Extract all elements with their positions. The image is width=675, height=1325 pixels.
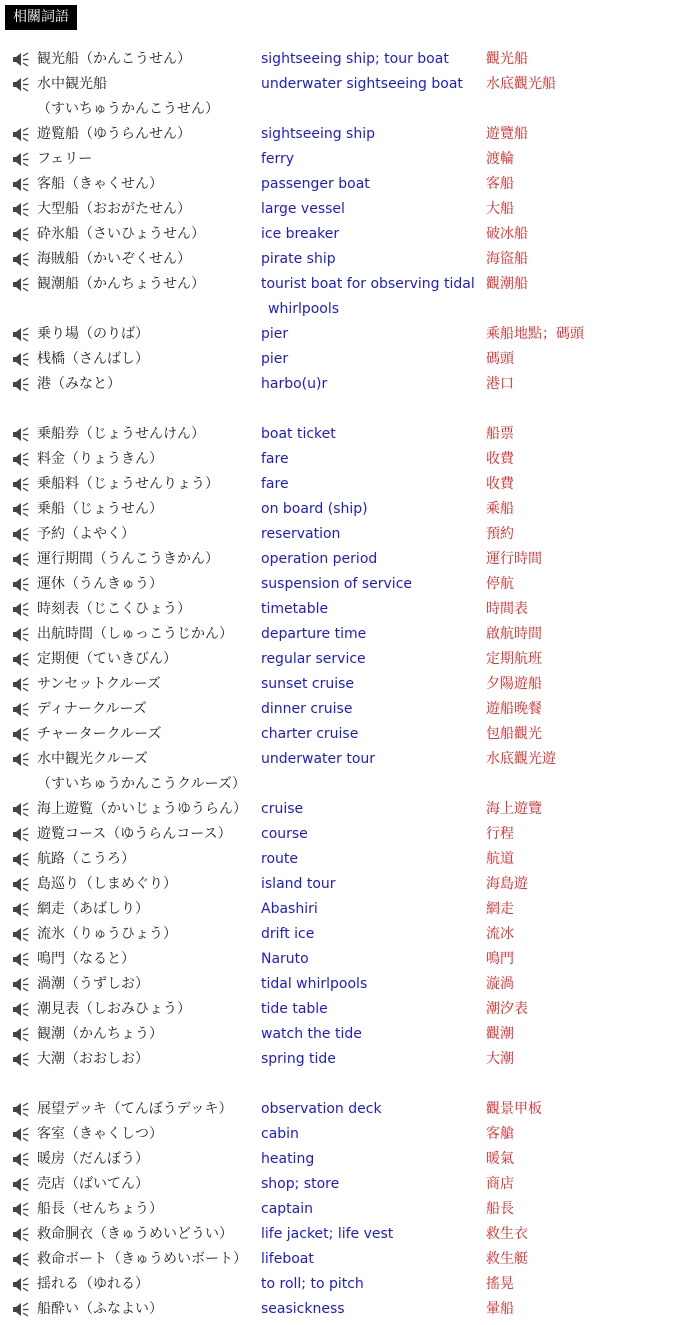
chinese-meaning: 客船 <box>486 176 514 192</box>
speaker-icon[interactable] <box>12 1097 30 1122</box>
japanese-term: 渦潮（うずしお） <box>37 976 149 992</box>
chinese-meaning: 破冰船 <box>486 226 528 242</box>
english-meaning: watch the tide <box>261 1026 362 1042</box>
chinese-meaning: 觀景甲板 <box>486 1101 542 1117</box>
vocab-row <box>0 172 675 197</box>
speaker-icon[interactable] <box>12 1247 30 1272</box>
chinese-meaning: 遊覽船 <box>486 126 528 142</box>
english-meaning: tide table <box>261 1001 328 1017</box>
english-meaning: departure time <box>261 626 367 642</box>
chinese-meaning: 漩渦 <box>486 976 514 992</box>
vocab-row <box>0 747 675 772</box>
speaker-icon[interactable] <box>12 322 30 347</box>
chinese-meaning: 潮汐表 <box>486 1001 528 1017</box>
japanese-term: 遊覧コース（ゆうらんコース） <box>37 826 232 842</box>
japanese-term: 島巡り（しまめぐり） <box>37 876 177 892</box>
japanese-term: チャータークルーズ <box>37 726 162 742</box>
english-meaning: dinner cruise <box>261 701 353 717</box>
japanese-term: 観光船（かんこうせん） <box>37 51 191 67</box>
vocab-row <box>0 547 675 572</box>
chinese-meaning: 海盜船 <box>486 251 528 267</box>
japanese-term: 観潮船（かんちょうせん） <box>37 276 205 292</box>
vocab-row <box>0 347 675 372</box>
vocab-row <box>0 597 675 622</box>
vocab-row <box>0 1022 675 1047</box>
section-title: 相關詞語 <box>13 9 69 25</box>
chinese-meaning: 客艙 <box>486 1126 514 1142</box>
english-meaning: captain <box>261 1201 313 1217</box>
chinese-meaning: 船票 <box>486 426 514 442</box>
speaker-icon[interactable] <box>12 697 30 722</box>
vocab-row <box>0 1047 675 1072</box>
japanese-term: 水中観光船 <box>37 76 107 92</box>
english-meaning: ferry <box>261 151 295 167</box>
english-meaning: ice breaker <box>261 226 340 242</box>
vocab-row <box>0 697 675 722</box>
vocab-row-continuation <box>0 97 675 122</box>
speaker-icon[interactable] <box>12 47 30 72</box>
vocab-row <box>0 1247 675 1272</box>
vocab-row <box>0 1172 675 1197</box>
speaker-icon[interactable] <box>12 147 30 172</box>
vocab-row <box>0 647 675 672</box>
speaker-icon[interactable] <box>12 972 30 997</box>
vocab-row <box>0 797 675 822</box>
speaker-icon[interactable] <box>12 1197 30 1222</box>
japanese-term: 時刻表（じこくひょう） <box>37 601 191 617</box>
chinese-meaning: 碼頭 <box>486 351 514 367</box>
chinese-meaning: 海島遊 <box>486 876 528 892</box>
vocab-row <box>0 472 675 497</box>
english-meaning: life jacket; life vest <box>261 1226 394 1242</box>
japanese-term: 運休（うんきゅう） <box>37 576 163 592</box>
chinese-meaning: 暖氣 <box>486 1151 514 1167</box>
vocab-row <box>0 922 675 947</box>
english-meaning: island tour <box>261 876 336 892</box>
vocab-row <box>0 672 675 697</box>
japanese-term: 乗船券（じょうせんけん） <box>37 426 205 442</box>
japanese-term: 大潮（おおしお） <box>37 1051 149 1067</box>
english-meaning: pier <box>261 351 289 367</box>
speaker-icon[interactable] <box>12 347 30 372</box>
chinese-meaning: 救生衣 <box>486 1226 528 1242</box>
english-meaning: heating <box>261 1151 315 1167</box>
speaker-icon[interactable] <box>12 522 30 547</box>
vocab-row <box>0 1147 675 1172</box>
japanese-term: 海賊船（かいぞくせん） <box>37 251 191 267</box>
speaker-icon[interactable] <box>12 1122 30 1147</box>
english-meaning: to roll; to pitch <box>261 1276 364 1292</box>
japanese-term: 乗船（じょうせん） <box>37 501 163 517</box>
japanese-term: 航路（こうろ） <box>37 851 135 867</box>
chinese-meaning: 救生艇 <box>486 1251 528 1267</box>
speaker-icon[interactable] <box>12 1147 30 1172</box>
english-meaning: large vessel <box>261 201 345 217</box>
japanese-term: 遊覧船（ゆうらんせん） <box>37 126 191 142</box>
japanese-term: 砕氷船（さいひょうせん） <box>37 226 205 242</box>
english-meaning: course <box>261 826 308 842</box>
japanese-term: サンセットクルーズ <box>37 676 161 692</box>
japanese-term: 救命ボート（きゅうめいボート） <box>37 1251 247 1267</box>
english-meaning: boat ticket <box>261 426 336 442</box>
vocab-row <box>0 1097 675 1122</box>
chinese-meaning: 網走 <box>486 901 514 917</box>
speaker-icon[interactable] <box>12 572 30 597</box>
english-meaning: pier <box>261 326 289 342</box>
english-meaning: shop; store <box>261 1176 340 1192</box>
chinese-meaning: 預約 <box>486 526 514 542</box>
vocab-row-continuation <box>0 772 675 797</box>
vocab-row <box>0 1197 675 1222</box>
japanese-term: 桟橋（さんばし） <box>37 351 149 367</box>
chinese-meaning: 觀潮船 <box>486 276 528 292</box>
chinese-meaning: 包船觀光 <box>486 726 542 742</box>
vocab-row <box>0 622 675 647</box>
chinese-meaning: 乘船地點；碼頭 <box>486 326 584 342</box>
chinese-meaning: 觀潮 <box>486 1026 514 1042</box>
chinese-meaning: 鳴門 <box>486 951 514 967</box>
japanese-term: 救命胴衣（きゅうめいどうい） <box>37 1226 233 1242</box>
vocab-row <box>0 422 675 447</box>
spacer <box>0 1072 675 1097</box>
english-meaning: underwater sightseeing boat <box>261 76 463 92</box>
speaker-icon[interactable] <box>12 422 30 447</box>
vocab-row <box>0 222 675 247</box>
vocab-row <box>0 197 675 222</box>
english-meaning: lifeboat <box>261 1251 314 1267</box>
english-meaning: Abashiri <box>261 901 318 917</box>
speaker-icon[interactable] <box>12 497 30 522</box>
vocab-row <box>0 997 675 1022</box>
japanese-term: 客室（きゃくしつ） <box>37 1126 163 1142</box>
speaker-icon[interactable] <box>12 897 30 922</box>
japanese-term: 大型船（おおがたせん） <box>37 201 191 217</box>
vocab-row <box>0 572 675 597</box>
english-meaning: sunset cruise <box>261 676 355 692</box>
speaker-icon[interactable] <box>12 672 30 697</box>
vocab-row <box>0 872 675 897</box>
japanese-term: 乗り場（のりば） <box>37 326 149 342</box>
speaker-icon[interactable] <box>12 722 30 747</box>
speaker-icon[interactable] <box>12 247 30 272</box>
japanese-term: 船酔い（ふなよい） <box>37 1301 163 1317</box>
vocabulary-list <box>0 47 675 1322</box>
chinese-meaning: 收費 <box>486 451 514 467</box>
speaker-icon[interactable] <box>12 647 30 672</box>
vocab-row-continuation <box>0 297 675 322</box>
chinese-meaning: 觀光船 <box>486 51 528 67</box>
chinese-meaning: 水底觀光船 <box>486 76 556 92</box>
chinese-meaning: 渡輪 <box>486 151 514 167</box>
japanese-term: 潮見表（しおみひょう） <box>37 1001 191 1017</box>
vocab-row <box>0 1297 675 1322</box>
japanese-term: 展望デッキ（てんぼうデッキ） <box>37 1101 233 1117</box>
english-meaning: reservation <box>261 526 341 542</box>
vocab-row <box>0 122 675 147</box>
english-meaning: cabin <box>261 1126 299 1142</box>
english-meaning: timetable <box>261 601 329 617</box>
japanese-term: 海上遊覧（かいじょうゆうらん） <box>37 801 247 817</box>
chinese-meaning: 船長 <box>486 1201 514 1217</box>
english-meaning: tourist boat for observing tidal <box>261 276 475 292</box>
english-meaning: regular service <box>261 651 366 667</box>
english-meaning: fare <box>261 451 289 467</box>
japanese-term: ディナークルーズ <box>37 701 147 717</box>
vocab-row <box>0 1272 675 1297</box>
speaker-icon[interactable] <box>12 947 30 972</box>
english-meaning: charter cruise <box>261 726 359 742</box>
chinese-meaning: 乘船 <box>486 501 514 517</box>
japanese-term: 観潮（かんちょう） <box>37 1026 163 1042</box>
english-meaning: route <box>261 851 298 867</box>
speaker-icon[interactable] <box>12 547 30 572</box>
english-meaning: underwater tour <box>261 751 376 767</box>
speaker-icon[interactable] <box>12 472 30 497</box>
chinese-meaning: 行程 <box>486 826 514 842</box>
speaker-icon[interactable] <box>12 272 30 297</box>
chinese-meaning: 大潮 <box>486 1051 514 1067</box>
english-meaning: fare <box>261 476 289 492</box>
english-meaning: sightseeing ship <box>261 126 375 142</box>
chinese-meaning: 流冰 <box>486 926 514 942</box>
english-meaning: cruise <box>261 801 304 817</box>
japanese-term: 水中観光クルーズ <box>37 751 148 767</box>
english-meaning: observation deck <box>261 1101 382 1117</box>
speaker-icon[interactable] <box>12 447 30 472</box>
chinese-meaning: 暈船 <box>486 1301 514 1317</box>
chinese-meaning: 遊船晚餐 <box>486 701 542 717</box>
speaker-icon[interactable] <box>12 872 30 897</box>
vocab-row <box>0 947 675 972</box>
chinese-meaning: 大船 <box>486 201 514 217</box>
japanese-term: 揺れる（ゆれる） <box>37 1276 149 1292</box>
chinese-meaning: 啟航時間 <box>486 626 542 642</box>
japanese-term: フェリー <box>37 151 93 167</box>
section-header <box>5 5 77 30</box>
japanese-term: 流氷（りゅうひょう） <box>37 926 177 942</box>
vocab-row <box>0 722 675 747</box>
speaker-icon[interactable] <box>12 222 30 247</box>
vocab-row <box>0 1122 675 1147</box>
speaker-icon[interactable] <box>12 1022 30 1047</box>
japanese-term: 料金（りょうきん） <box>37 451 163 467</box>
english-meaning: pirate ship <box>261 251 336 267</box>
english-meaning: drift ice <box>261 926 315 942</box>
english-meaning: Naruto <box>261 951 309 967</box>
speaker-icon[interactable] <box>12 1172 30 1197</box>
english-meaning: passenger boat <box>261 176 370 192</box>
vocab-row <box>0 847 675 872</box>
chinese-meaning: 港口 <box>486 376 514 392</box>
chinese-meaning: 航道 <box>486 851 514 867</box>
speaker-icon[interactable] <box>12 122 30 147</box>
japanese-term: 網走（あばしり） <box>37 901 149 917</box>
speaker-icon[interactable] <box>12 197 30 222</box>
english-meaning: tidal whirlpools <box>261 976 368 992</box>
speaker-icon[interactable] <box>12 847 30 872</box>
japanese-term: 乗船料（じょうせんりょう） <box>37 476 219 492</box>
speaker-icon[interactable] <box>12 822 30 847</box>
english-meaning: seasickness <box>261 1301 345 1317</box>
japanese-term: 客船（きゃくせん） <box>37 176 163 192</box>
vocab-row <box>0 322 675 347</box>
vocab-row <box>0 897 675 922</box>
speaker-icon[interactable] <box>12 1272 30 1297</box>
japanese-term: 出航時間（しゅっこうじかん） <box>37 626 233 642</box>
vocab-row <box>0 972 675 997</box>
chinese-meaning: 水底觀光遊 <box>486 751 556 767</box>
japanese-term: 船長（せんちょう） <box>37 1201 163 1217</box>
spacer <box>0 397 675 422</box>
english-meaning: sightseeing ship; tour boat <box>261 51 449 67</box>
speaker-icon[interactable] <box>12 1047 30 1072</box>
vocab-row <box>0 497 675 522</box>
chinese-meaning: 商店 <box>486 1176 514 1192</box>
japanese-term: 運行期間（うんこうきかん） <box>37 551 219 567</box>
japanese-reading: （すいちゅうかんこうクルーズ） <box>37 776 246 792</box>
vocab-row <box>0 522 675 547</box>
vocab-row <box>0 147 675 172</box>
vocab-row <box>0 447 675 472</box>
vocab-row <box>0 822 675 847</box>
vocab-row <box>0 72 675 97</box>
japanese-term: 鳴門（なると） <box>37 951 135 967</box>
japanese-term: 定期便（ていきびん） <box>37 651 177 667</box>
english-meaning: spring tide <box>261 1051 336 1067</box>
japanese-term: 売店（ばいてん） <box>37 1176 149 1192</box>
chinese-meaning: 夕陽遊船 <box>486 676 542 692</box>
speaker-icon[interactable] <box>12 72 30 97</box>
speaker-icon[interactable] <box>12 372 30 397</box>
vocab-row <box>0 272 675 297</box>
japanese-term: 港（みなと） <box>37 376 121 392</box>
speaker-icon[interactable] <box>12 997 30 1022</box>
chinese-meaning: 海上遊覽 <box>486 801 542 817</box>
chinese-meaning: 時間表 <box>486 601 528 617</box>
speaker-icon[interactable] <box>12 797 30 822</box>
english-meaning-continued: whirlpools <box>268 301 340 317</box>
chinese-meaning: 搖晃 <box>486 1276 514 1292</box>
vocab-row <box>0 372 675 397</box>
english-meaning: suspension of service <box>261 576 412 592</box>
speaker-icon[interactable] <box>12 747 30 772</box>
vocab-row <box>0 247 675 272</box>
speaker-icon[interactable] <box>12 597 30 622</box>
vocab-row <box>0 1222 675 1247</box>
speaker-icon[interactable] <box>12 922 30 947</box>
speaker-icon[interactable] <box>12 1297 30 1322</box>
english-meaning: operation period <box>261 551 378 567</box>
speaker-icon[interactable] <box>12 622 30 647</box>
chinese-meaning: 停航 <box>486 576 514 592</box>
japanese-reading: （すいちゅうかんこうせん） <box>37 101 219 117</box>
japanese-term: 予約（よやく） <box>37 526 135 542</box>
speaker-icon[interactable] <box>12 172 30 197</box>
english-meaning: on board (ship) <box>261 501 368 517</box>
japanese-term: 暖房（だんぼう） <box>37 1151 149 1167</box>
chinese-meaning: 收費 <box>486 476 514 492</box>
chinese-meaning: 定期航班 <box>486 651 542 667</box>
english-meaning: harbo(u)r <box>261 376 328 392</box>
speaker-icon[interactable] <box>12 1222 30 1247</box>
chinese-meaning: 運行時間 <box>486 551 542 567</box>
vocab-row <box>0 47 675 72</box>
